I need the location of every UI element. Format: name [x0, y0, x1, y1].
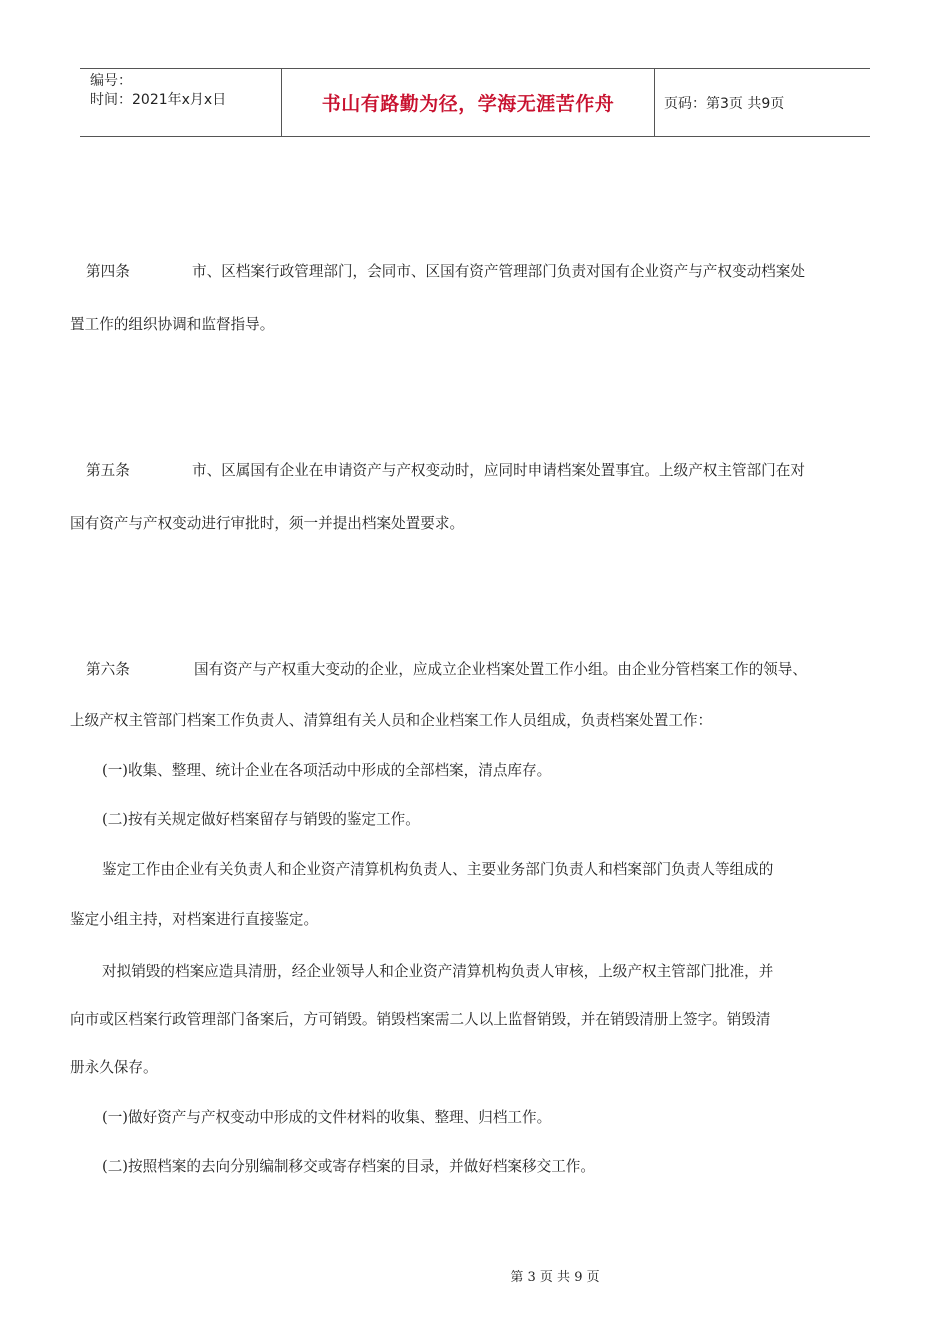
article-6-text-1: 国有资产与产权重大变动的企业，应成立企业档案处置工作小组。由企业分管档案工作的领导、	[194, 661, 807, 678]
appraisal-line-2: 鉴定小组主持，对档案进行直接鉴定。	[70, 911, 319, 928]
article-4-line-1	[70, 260, 882, 281]
article-5-line-2: 国有资产与产权变动进行审批时，须一并提出档案处置要求。	[70, 515, 465, 532]
destroy-line-1: 对拟销毁的档案应造具清册，经企业领导人和企业资产清算机构负责人审核，上级产权主管部门批准，并	[102, 963, 774, 980]
document-time: 时间：2021年x月x日	[90, 92, 227, 108]
article-5-line-1	[70, 459, 882, 480]
article-6-label: 第六条	[86, 661, 130, 678]
header-meta	[80, 69, 281, 136]
article-4-text-1: 市、区档案行政管理部门，会同市、区国有资产管理部门负责对国有企业资产与产权变动档案处	[192, 263, 805, 280]
item-filing: (一)做好资产与产权变动中形成的文件材料的收集、整理、归档工作。	[102, 1109, 552, 1126]
article-4-line-2: 置工作的组织协调和监督指导。	[70, 316, 275, 333]
page-header	[80, 68, 870, 137]
article-5-text-1: 市、区属国有企业在申请资产与产权变动时，应同时申请档案处置事宜。上级产权主管部门在对	[192, 462, 805, 479]
article-4-label: 第四条	[86, 263, 130, 280]
item-transfer: (二)按照档案的去向分别编制移交或寄存档案的目录，并做好档案移交工作。	[102, 1158, 595, 1175]
item-collect-archives: (一)收集、整理、统计企业在各项活动中形成的全部档案，清点库存。	[102, 762, 552, 779]
header-page-info: 页码：第3页 共9页	[664, 95, 785, 112]
destroy-line-2: 向市或区档案行政管理部门备案后，方可销毁。销毁档案需二人以上监督销毁，并在销毁清册上签字。销毁清	[70, 1011, 771, 1028]
article-6-line-2: 上级产权主管部门档案工作负责人、清算组有关人员和企业档案工作人员组成，负责档案处置工作：	[70, 712, 713, 729]
article-5-label: 第五条	[86, 462, 130, 479]
appraisal-line-1: 鉴定工作由企业有关负责人和企业资产清算机构负责人、主要业务部门负责人和档案部门负责人等组成的	[102, 861, 774, 878]
item-appraisal: (二)按有关规定做好档案留存与销毁的鉴定工作。	[102, 811, 420, 828]
page-footer: 第 3 页 共 9 页	[510, 1270, 600, 1285]
article-6-line-1	[70, 658, 882, 679]
header-motto: 书山有路勤为径，学海无涯苦作舟	[281, 69, 655, 136]
destroy-line-3: 册永久保存。	[70, 1059, 158, 1076]
document-number: 编号：	[90, 73, 132, 89]
